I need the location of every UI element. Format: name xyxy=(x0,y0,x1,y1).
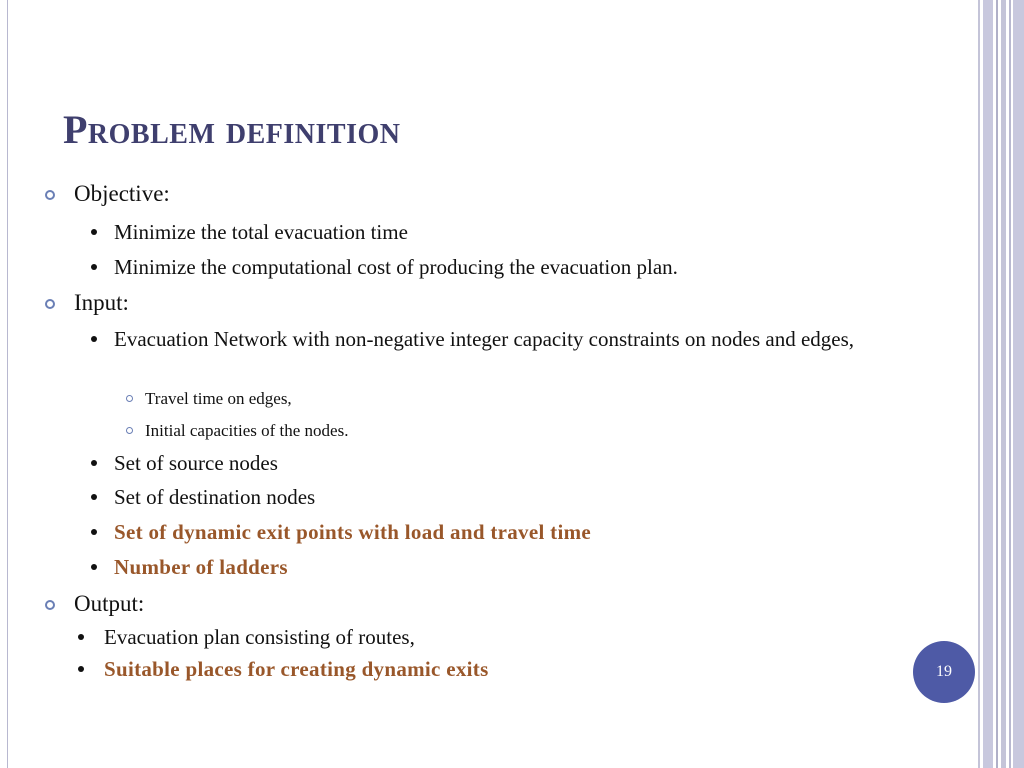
input-network-sub-1: Travel time on edges, xyxy=(145,389,292,408)
slide-title: Problem definition xyxy=(63,107,401,152)
output-heading: Output: xyxy=(74,591,145,616)
dot-bullet-icon xyxy=(91,460,97,466)
circle-bullet-icon xyxy=(45,190,55,200)
input-network-sub-2: Initial capacities of the nodes. xyxy=(145,421,349,440)
dot-bullet-icon xyxy=(91,229,97,235)
input-item-3: Set of dynamic exit points with load and travel time xyxy=(114,520,592,544)
dot-bullet-icon xyxy=(78,666,84,672)
dot-bullet-icon xyxy=(91,336,97,342)
input-heading: Input: xyxy=(74,290,129,315)
circle-bullet-icon xyxy=(45,600,55,610)
left-border-rule xyxy=(7,0,8,768)
objective-item-2: Minimize the computational cost of producing the evacuation plan. xyxy=(114,255,678,279)
objective-item-1: Minimize the total evacuation time xyxy=(114,220,408,244)
circle-bullet-icon xyxy=(126,427,133,434)
dot-bullet-icon xyxy=(91,264,97,270)
dot-bullet-icon xyxy=(78,634,84,640)
dot-bullet-icon xyxy=(91,529,97,535)
dot-bullet-icon xyxy=(91,494,97,500)
input-network-item: Evacuation Network with non-negative integer capacity constraints on nodes and edges, xyxy=(114,327,855,351)
input-item-4: Number of ladders xyxy=(114,555,288,579)
page-number-badge xyxy=(913,641,975,703)
page-number: 19 xyxy=(936,663,952,680)
circle-bullet-icon xyxy=(126,395,133,402)
input-item-1: Set of source nodes xyxy=(114,451,278,475)
objective-heading: Objective: xyxy=(74,181,170,206)
output-item-2: Suitable places for creating dynamic exits xyxy=(104,657,489,681)
circle-bullet-icon xyxy=(45,299,55,309)
input-item-2: Set of destination nodes xyxy=(114,485,316,509)
output-item-1: Evacuation plan consisting of routes, xyxy=(104,625,415,649)
dot-bullet-icon xyxy=(91,564,97,570)
